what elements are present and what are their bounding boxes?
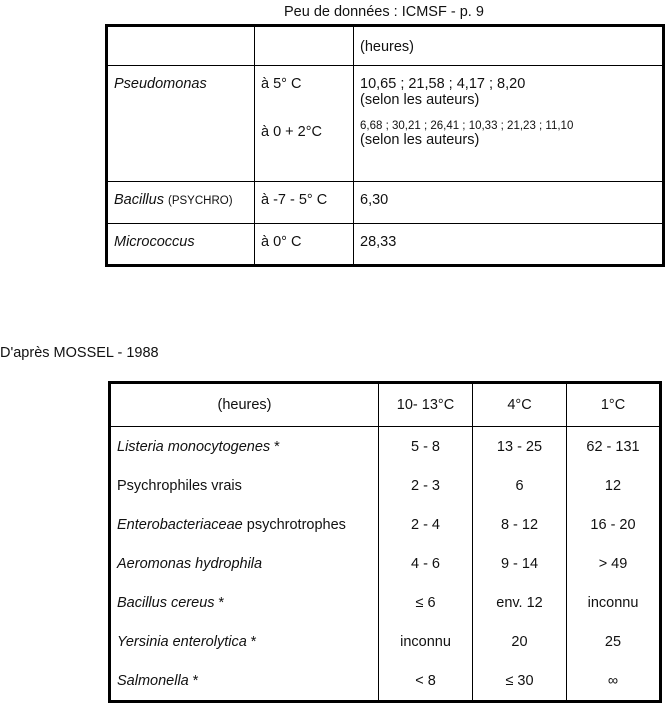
value-10-13c: 5 - 8: [379, 427, 473, 467]
value-10-13c: ≤ 6: [379, 583, 473, 622]
bacillus-qualifier: (PSYCHRO): [168, 195, 233, 207]
value-4c: 13 - 25: [473, 427, 567, 467]
table2-header-col2: 4°C: [473, 383, 567, 427]
table1-header-row: [107, 26, 664, 66]
micrococcus-temp: à 0° C: [255, 224, 354, 266]
pseudomonas-note2: (selon les auteurs): [360, 132, 480, 148]
table-row: [110, 544, 661, 583]
table-row: [110, 466, 661, 505]
bacillus-value: 6,30: [354, 182, 664, 224]
value-1c: 62 - 131: [567, 427, 661, 467]
table2-header-unit: (heures): [110, 383, 379, 427]
table1-header-empty-1: [107, 26, 255, 66]
table-row: [110, 505, 661, 544]
organism-name: Yersinia enterolytica: [117, 633, 247, 650]
value-4c: 9 - 14: [473, 544, 567, 583]
pseudomonas-note1: (selon les auteurs): [360, 92, 480, 108]
table-row: [110, 427, 661, 467]
organism-name: Listeria monocytogenes: [117, 438, 271, 455]
value-10-13c: inconnu: [379, 622, 473, 661]
table1-caption: Peu de données : ICMSF - p. 9: [284, 4, 484, 20]
organism-name: Bacillus cereus: [117, 594, 215, 611]
icmsf-table: [105, 24, 665, 267]
pseudomonas-values2: 6,68 ; 30,21 ; 26,41 ; 10,33 ; 21,23 ; 11,10: [360, 120, 574, 132]
table2-header-col3: 1°C: [567, 383, 661, 427]
organism-name: Psychrophiles vrais: [117, 477, 242, 494]
table-row: [110, 583, 661, 622]
value-4c: env. 12: [473, 583, 567, 622]
value-1c: > 49: [567, 544, 661, 583]
table-row: [110, 622, 661, 661]
bacillus-name: Bacillus: [114, 192, 164, 208]
organism-suffix: *: [246, 633, 257, 650]
mossel-table: [108, 381, 662, 703]
organism-name: Aeromonas hydrophila: [117, 555, 263, 572]
table2-caption: D'après MOSSEL - 1988: [0, 345, 159, 361]
value-1c: 25: [567, 622, 661, 661]
organism-name: Enterobacteriaceae: [117, 516, 243, 533]
value-1c: ∞: [567, 661, 661, 702]
table1-row-pseudomonas: [107, 66, 664, 182]
value-1c: 16 - 20: [567, 505, 661, 544]
table1-row-micrococcus: [107, 224, 664, 266]
pseudomonas-temp2: à 0 + 2°C: [261, 124, 323, 140]
value-1c: inconnu: [567, 583, 661, 622]
value-4c: ≤ 30: [473, 661, 567, 702]
table1-header-unit: (heures): [354, 26, 664, 66]
organism-suffix: psychrotrophes: [242, 516, 346, 533]
value-10-13c: 4 - 6: [379, 544, 473, 583]
value-10-13c: < 8: [379, 661, 473, 702]
organism-suffix: *: [270, 438, 280, 455]
organism-suffix: *: [188, 672, 199, 689]
value-10-13c: 2 - 3: [379, 466, 473, 505]
pseudomonas-name: Pseudomonas: [114, 76, 207, 92]
table-row: [110, 661, 661, 702]
bacillus-temp: à -7 - 5° C: [255, 182, 354, 224]
pseudomonas-temp1: à 5° C: [261, 76, 302, 92]
pseudomonas-values1: 10,65 ; 21,58 ; 4,17 ; 8,20: [360, 76, 526, 92]
table1-row-bacillus: [107, 182, 664, 224]
value-4c: 20: [473, 622, 567, 661]
table2-header-col1: 10- 13°C: [379, 383, 473, 427]
table1-header-empty-2: [255, 26, 354, 66]
value-10-13c: 2 - 4: [379, 505, 473, 544]
value-4c: 6: [473, 466, 567, 505]
organism-suffix: *: [214, 594, 225, 611]
value-1c: 12: [567, 466, 661, 505]
value-4c: 8 - 12: [473, 505, 567, 544]
micrococcus-value: 28,33: [354, 224, 664, 266]
table2-header-row: [110, 383, 661, 427]
organism-name: Salmonella: [117, 672, 189, 689]
micrococcus-name: Micrococcus: [114, 234, 195, 250]
